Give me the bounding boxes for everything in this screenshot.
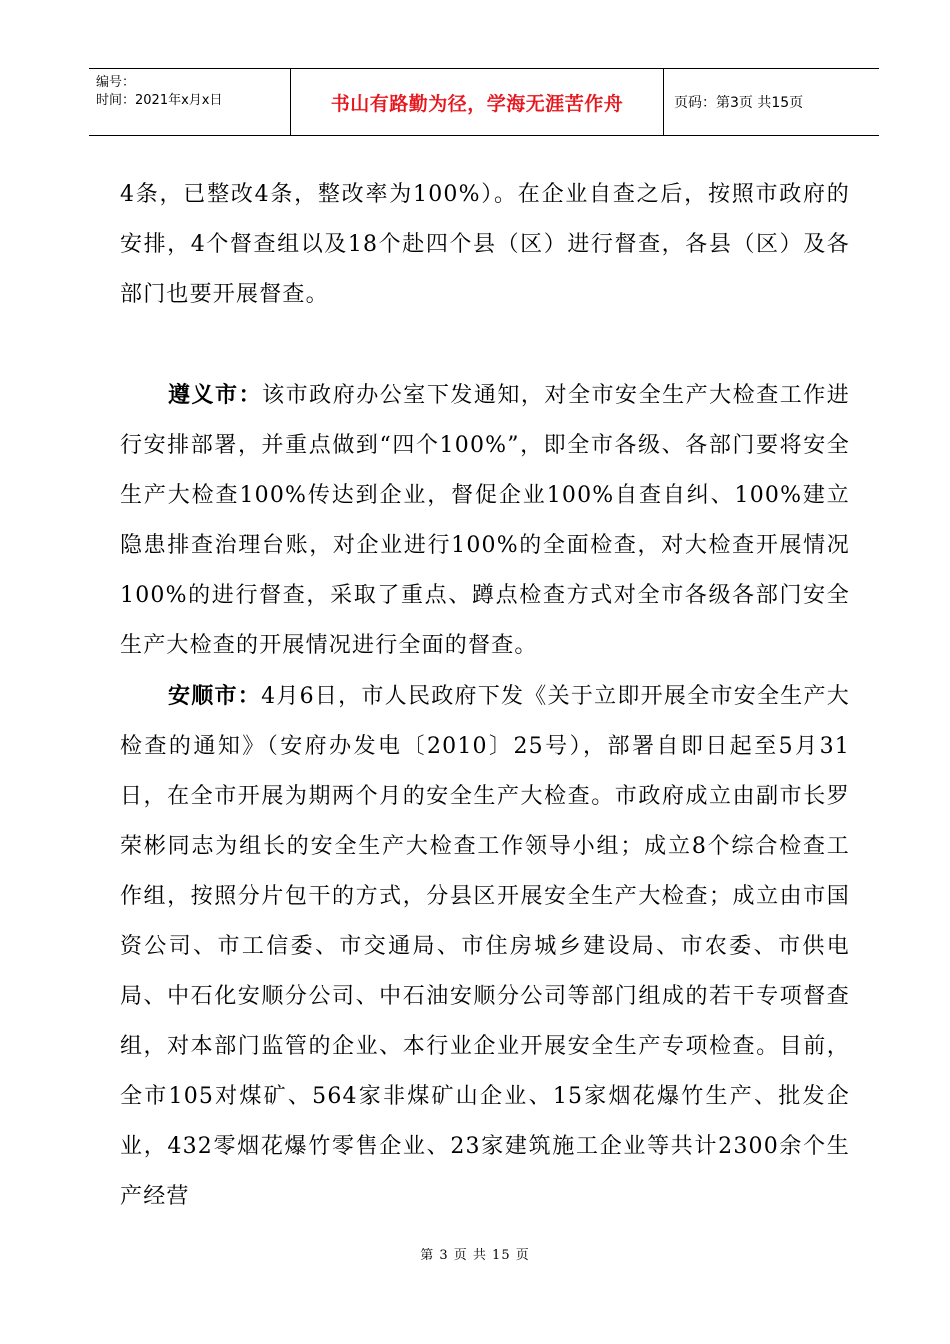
- paragraph-anshun: [120, 671, 850, 1222]
- paragraph-anshun-lead: 安顺市：: [168, 683, 262, 709]
- paragraph-1: 4条，已整改4条，整改率为100%）。在企业自查之后，按照市政府的安排，4个督查组以及18个赴四个县（区）进行督查，各县（区）及各部门也要开展督查。: [120, 182, 850, 307]
- header-motto: 书山有路勤为径，学海无涯苦作舟: [291, 69, 664, 135]
- page-header: [89, 68, 879, 136]
- document-body: [120, 170, 850, 1222]
- page-footer: 第 3 页 共 15 页: [420, 1248, 530, 1263]
- paragraph-zunyi-text: 该市政府办公室下发通知，对全市安全生产大检查工作进行安排部署，并重点做到“四个100%”，即全市各级、各部门要将安全生产大检查100%传达到企业，督促企业100%自查自纠、100%建立隐患排查治理台账，对企业进行100%的全面检查，对大检查开展情况100%的进行督查，采取了重点、蹲点检查方式对全市各级各部门安全生产大检查的开展情况进行全面的督查。: [120, 383, 850, 658]
- time-label: 时间：2021年x月x日: [96, 93, 223, 108]
- paragraph-zunyi-lead: 遵义市：: [168, 382, 263, 408]
- header-meta: [89, 69, 291, 135]
- paragraph-zunyi: [120, 370, 850, 671]
- number-label: 编号：: [96, 75, 136, 90]
- paragraph-anshun-text: 4月6日，市人民政府下发《关于立即开展全市安全生产大检查的通知》（安府办发电〔2010〕25号），部署自即日起至5月31日，在全市开展为期两个月的安全生产大检查。市政府成立由副市长罗荣彬同志为组长的安全生产大检查工作领导小组；成立8个综合检查工作组，按照分片包干的方式，分县区开展安全生产大检查；成立由市国资公司、市工信委、市交通局、市住房城乡建设局、市农委、市供电局、中石化安顺分公司、中石油安顺分公司等部门组成的若干专项督查组，对本部门监管的企业、本行业企业开展安全生产专项检查。目前，全市105对煤矿、564家非煤矿山企业、15家烟花爆竹生产、批发企业，432零烟花爆竹零售企业、23家建筑施工企业等共计2300余个生产经营: [120, 684, 850, 1209]
- header-page-info: 页码：第3页 共15页: [674, 95, 804, 111]
